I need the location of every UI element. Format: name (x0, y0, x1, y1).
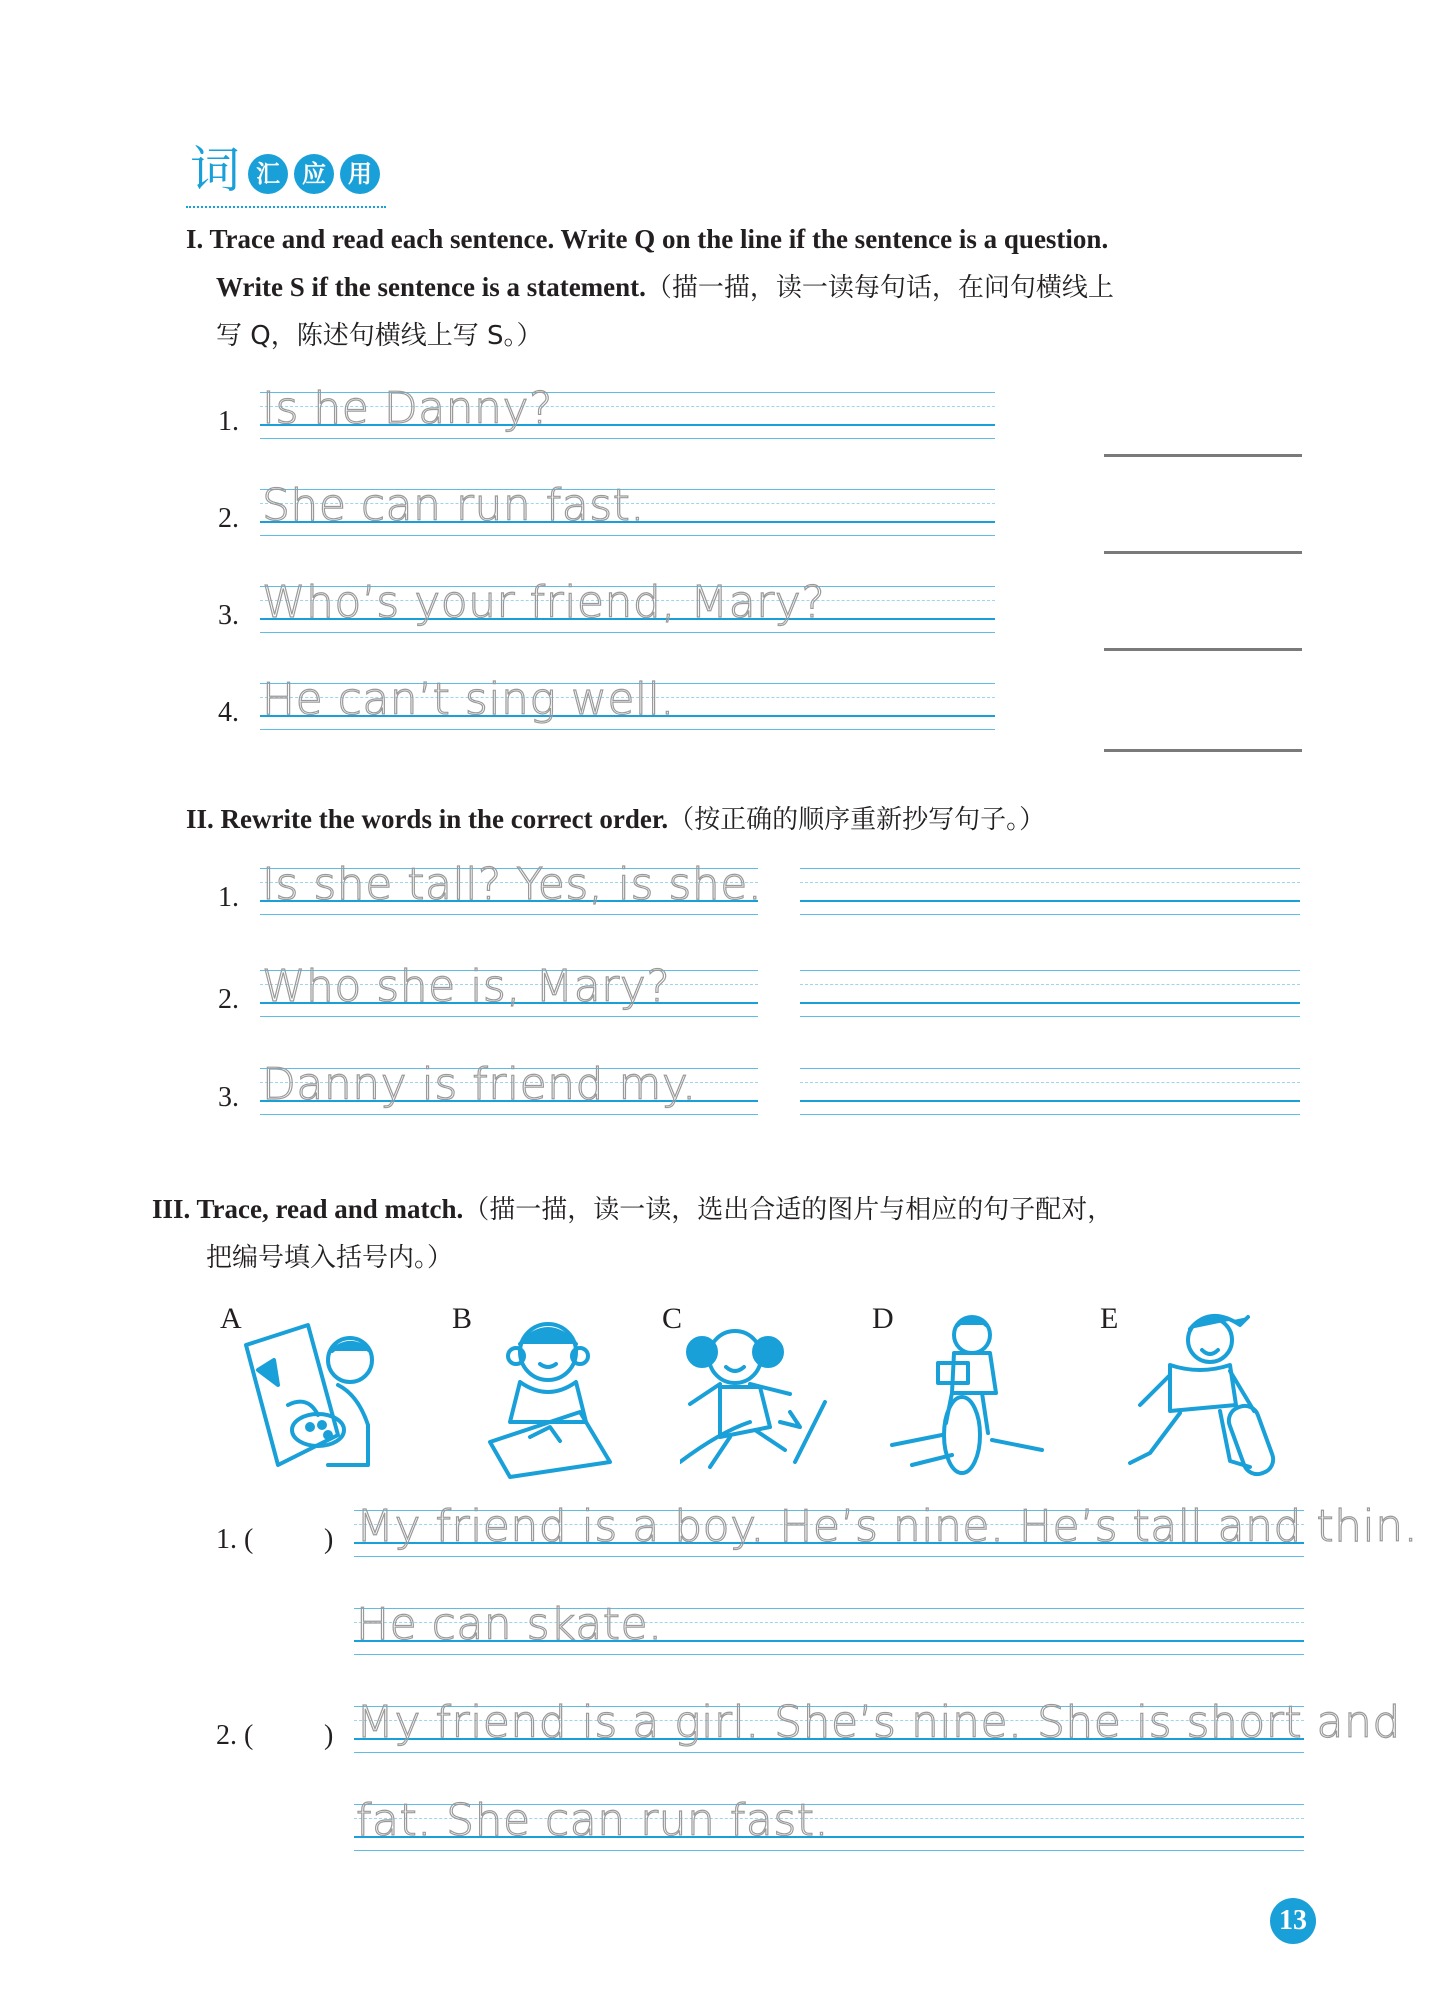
section3-instruction-cn: （描一描，读一读，选出合适的图片与相应的句子配对， (463, 1195, 1114, 1225)
picture-label-d: D (872, 1302, 894, 1335)
section1-instruction-line2 (216, 263, 1114, 312)
s1-item1-trace-text: Is he Danny? (262, 383, 553, 434)
s1-item2-answer-line[interactable] (1104, 551, 1302, 554)
s2-item2-num: 2. (218, 984, 239, 1015)
s2-item2-guide (260, 961, 758, 1016)
section2-instruction-cn: （按正确的顺序重新抄写句子。） (668, 805, 1046, 835)
s1-item4-trace-text: He can’t sing well. (262, 674, 675, 725)
section1-instruction-line2-en: Write S if the sentence is a statement. (216, 272, 646, 302)
s1-item4-answer-line[interactable] (1104, 749, 1302, 752)
s3-item2-close-paren: ) (324, 1720, 334, 1751)
s3-item2-line2-trace-text: fat. She can run fast. (356, 1795, 830, 1846)
heading-char-1: 词 (190, 141, 240, 199)
s2-item2-trace-text: Who she is, Mary? (262, 961, 671, 1012)
section3-instruction-line2-cn: 把编号填入括号内。） (206, 1243, 454, 1273)
s3-item2-num: 2. ( (216, 1720, 254, 1751)
s1-item4-num: 4. (218, 697, 239, 728)
section1-instruction-line2-cn: （描一描，读一读每句话，在问句横线上 (645, 273, 1114, 303)
s3-item1-line2-guide (354, 1599, 1304, 1654)
s2-item1-guide (260, 859, 763, 914)
picture-e-boy-skateboard (1110, 1305, 1278, 1483)
s3-item1-close-paren: ) (324, 1524, 334, 1555)
page-number-badge: 13 (1270, 1898, 1316, 1944)
picture-label-e: E (1100, 1302, 1119, 1335)
picture-a-boy-painting (238, 1315, 398, 1483)
heading-underline (186, 206, 386, 208)
s1-item4-guide (260, 674, 995, 729)
picture-label-a: A (220, 1302, 242, 1335)
heading-char-4: 用 (340, 154, 380, 194)
picture-b-girl-drawing (480, 1312, 620, 1480)
s3-item1-line2-trace-text: He can skate. (356, 1599, 663, 1650)
s1-item3-answer-line[interactable] (1104, 648, 1302, 651)
s2-item3-trace-text: Danny is friend my. (262, 1059, 697, 1110)
s3-item1-line1-trace-text: My friend is a boy. He’s nine. He’s tall and thin. (356, 1501, 1419, 1552)
s1-item3-guide (260, 577, 995, 632)
s2-item1-answer-guide[interactable] (800, 868, 1300, 914)
s1-item1-guide (260, 383, 995, 438)
s2-item3-guide (260, 1059, 758, 1114)
heading-char-3: 应 (294, 154, 334, 194)
s1-item1-num: 1. (218, 406, 239, 437)
s1-item2-guide (260, 480, 995, 535)
s1-item2-trace-text: She can run fast. (262, 480, 645, 531)
s2-item3-answer-guide[interactable] (800, 1068, 1300, 1114)
picture-label-b: B (452, 1302, 473, 1335)
s1-item3-trace-text: Who’s your friend, Mary? (262, 577, 826, 628)
picture-label-c: C (662, 1302, 683, 1335)
s3-item1-line1-guide (354, 1501, 1419, 1556)
s3-item2-line2-guide (354, 1795, 1304, 1850)
section3-instruction (152, 1185, 1113, 1234)
section3-instruction-en: III. Trace, read and match. (152, 1194, 464, 1224)
picture-c-girl-running (680, 1312, 830, 1482)
s1-item2-num: 2. (218, 503, 239, 534)
picture-d-boy-cycling (882, 1305, 1047, 1483)
s3-item2-line1-guide (354, 1697, 1401, 1752)
s2-item3-num: 3. (218, 1082, 239, 1113)
section1-instruction-line3-cn: 写 Q，陈述句横线上写 S。） (216, 321, 543, 351)
section2-instruction-en: II. Rewrite the words in the correct order. (186, 804, 669, 834)
s1-item3-num: 3. (218, 600, 239, 631)
s2-item1-trace-text: Is she tall? Yes, is she. (262, 859, 763, 910)
s3-item2-line1-trace-text: My friend is a girl. She’s nine. She is short and (356, 1697, 1401, 1748)
section3-instruction-line2 (206, 1233, 453, 1282)
section2-instruction (186, 795, 1045, 844)
s2-item1-num: 1. (218, 882, 239, 913)
heading-char-2: 汇 (248, 154, 288, 194)
s2-item2-answer-guide[interactable] (800, 970, 1300, 1016)
s1-item1-answer-line[interactable] (1104, 454, 1302, 457)
section1-instruction-line3 (216, 311, 543, 360)
s3-item1-num: 1. ( (216, 1524, 254, 1555)
section1-instruction-line1: I. Trace and read each sentence. Write Q on the line if the sentence is a question. (186, 224, 1109, 254)
